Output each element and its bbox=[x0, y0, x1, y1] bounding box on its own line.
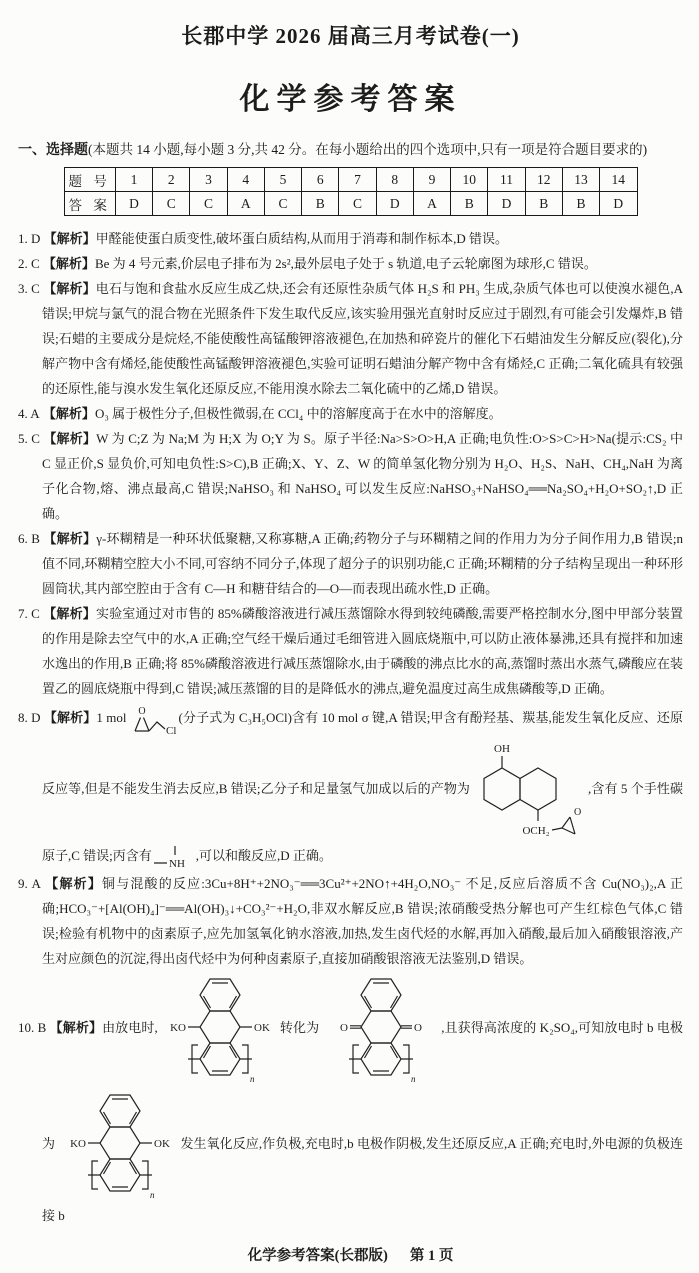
question-answer-label: 4. A bbox=[18, 406, 40, 421]
answer-cell: A bbox=[227, 192, 264, 216]
solution-text: W 为 C;Z 为 Na;M 为 H;X 为 O;Y 为 S。原子半径:Na>S>O>H,A 正确;电负性:O>S>C>H>Na(提示:CS₂ 中 C 显正价,S 显负价,可知电负性:S>C),B 正确;X、Y、Z、W 的简单氢化物分别为 H₂O、H₂S、NaH、CH₄,NaH 为离子化合物,熔、沸点最高,C 错误;NaHSO₃ 和 NaHSO₄ 可以发生反应:NaHSO₃+NaHSO₄══Na₂SO₄+H₂O+SO₂↑,D 正确。 bbox=[42, 431, 683, 521]
answer-cell: B bbox=[302, 192, 339, 216]
polymer-ko-label: KO bbox=[169, 1022, 186, 1035]
solution-text: ,可以和酸反应,D 正确。 bbox=[195, 848, 332, 863]
question-answer-label: 6. B bbox=[18, 531, 40, 546]
solution-item-8 bbox=[18, 701, 683, 871]
solutions-list bbox=[18, 226, 683, 1228]
question-number: 11 bbox=[488, 168, 525, 192]
quinone-o-left-label: O bbox=[340, 1022, 349, 1035]
answer-cell: D bbox=[115, 192, 152, 216]
question-answer-label: 5. C bbox=[18, 431, 40, 446]
analysis-marker: 【解析】 bbox=[42, 256, 95, 271]
secondary-amine-structure-icon bbox=[152, 843, 196, 871]
section-heading bbox=[18, 138, 683, 159]
anthraquinone-polymer-structure-icon bbox=[319, 971, 441, 1087]
question-answer-label: 8. D bbox=[18, 709, 41, 725]
answer-cell: C bbox=[153, 192, 190, 216]
footer-page-number: 第 1 页 bbox=[409, 1248, 454, 1265]
table-row-numbers bbox=[64, 168, 637, 192]
analysis-marker: 【解析】 bbox=[49, 1020, 103, 1035]
solution-text: 由放电时, bbox=[102, 1020, 158, 1035]
solution-text: 1 mol bbox=[96, 709, 127, 725]
amine-nh-label: NH bbox=[168, 858, 185, 871]
decalin-och2-label: OCH₂ bbox=[522, 825, 550, 837]
epoxide-o-label: O bbox=[137, 706, 146, 717]
answer-cell: D bbox=[376, 192, 413, 216]
analysis-marker: 【解析】 bbox=[43, 231, 96, 246]
row-label-number: 题 号 bbox=[64, 168, 115, 192]
decalin-epoxide-o-label: O bbox=[574, 807, 582, 818]
solution-text: ,含有 5 个手性碳原子,C 错误;丙含有 bbox=[42, 780, 683, 863]
question-answer-label: 3. C bbox=[18, 281, 40, 296]
answer-cell: A bbox=[413, 192, 450, 216]
question-number: 8 bbox=[376, 168, 413, 192]
solution-text: 电石与饱和食盐水反应生成乙炔,还会有还原性杂质气体 H₂S 和 PH₃ 生成,杂质气体也可以使溴水褪色,A 错误;甲烷与氯气的混合物在光照条件下发生取代反应,该实验用强光直射时反应过于剧烈,有可能会引发爆炸,B 错误;石蜡的主要成分是烷烃,不能使酸性高锰酸钾溶液褪色,在加热和碎瓷片的催化下石蜡油发生分解反应(裂化),分解产物中含有烯烃,能使酸性高锰酸钾溶液褪色,实验可证明石蜡油分解产物中含有烯烃,C 正确;二氧化硫具有较强的还原性,能与溴水发生氧化还原反应,不能用溴水除去二氧化硫中的乙烯,D 错误。 bbox=[42, 281, 684, 396]
page-footer bbox=[18, 1244, 683, 1265]
answer-cell: B bbox=[525, 192, 562, 216]
answer-cell: C bbox=[339, 192, 376, 216]
dipotassium-anthracenediolate-polymer-structure-icon bbox=[158, 971, 280, 1087]
solution-text: Be 为 4 号元素,价层电子排布为 2s²,最外层电子处于 s 轨道,电子云轮廓图为球形,C 错误。 bbox=[94, 256, 597, 271]
solution-text: (分子式为 C₃H₅OCl)含有 10 mol σ 键,A 错误;甲含有酚羟基、羰基,能发生氧化反应、还原反应等,但是不能发生消去反应,B 错误;乙分子和足量氢气加成以后的产物为 bbox=[42, 709, 684, 796]
solution-text: 甲醛能使蛋白质变性,破坏蛋白质结构,从而用于消毒和制作标本,D 错误。 bbox=[95, 231, 509, 246]
solution-text: 转化为 bbox=[279, 1020, 320, 1035]
polymer-n-subscript: n bbox=[249, 1074, 255, 1085]
page-title: 化学参考答案 bbox=[239, 83, 462, 116]
question-answer-label: 9. A bbox=[18, 876, 41, 892]
analysis-marker: 【解析】 bbox=[42, 406, 95, 421]
answer-cell: B bbox=[451, 192, 488, 216]
polymer-n-subscript: n bbox=[150, 1190, 155, 1201]
solution-item-7 bbox=[18, 601, 683, 701]
analysis-marker: 【解析】 bbox=[43, 281, 96, 296]
answer-cell: B bbox=[562, 192, 599, 216]
answer-cell: C bbox=[264, 192, 301, 216]
solution-item-4 bbox=[18, 401, 683, 426]
solution-text: 铜与混酸的反应:3Cu+8H⁺+2NO₃⁻══3Cu²⁺+2NO↑+4H₂O,NO₃⁻ 不足,反应后溶质不含 Cu(NO₃)₂,A 正确;HCO₃⁻+[Al(OH)₄]⁻══Al(OH)₃↓+CO₃²⁻+H₂O,非双水解反应,B 错误;浓硝酸受热分解也可产生红棕色气体,C 错误;检验有机物中的卤素原子,应先加氢氧化钠水溶液,加热,发生卤代烃的水解,再加入硝酸,最后加入硝酸银溶液,产生对应颜色的沉淀,得出卤代烃中为何种卤素原子,直接加硝酸银溶液无法鉴别,D 错误。 bbox=[42, 876, 684, 967]
decalin-oh-label: OH bbox=[494, 743, 510, 755]
decalin-diol-ether-structure-icon bbox=[470, 737, 588, 843]
solution-text: γ-环糊精是一种环状低聚糖,又称寡糖,A 正确;药物分子与环糊精之间的作用力为分子间作用力,B 错误;n 值不同,环糊精空腔大小不同,可容纳不同分子,体现了超分子的识别功能,C 正确;环糊精的分子结构呈现出一种环形圆筒状,其内部空腔由于含有 C—H 和糖苷结合的—O—而表现出疏水性,D 正确。 bbox=[42, 531, 684, 596]
answer-table bbox=[64, 167, 638, 216]
section-heading-note: (本题共 14 小题,每小题 3 分,共 42 分。在每小题给出的四个选项中,只有一项是符合题目要求的) bbox=[88, 142, 648, 157]
question-number: 14 bbox=[600, 168, 637, 192]
question-number: 12 bbox=[525, 168, 562, 192]
solution-item-9 bbox=[18, 871, 683, 971]
polymer-ok-label: OK bbox=[253, 1022, 270, 1035]
question-answer-label: 10. B bbox=[18, 1020, 47, 1035]
question-number: 6 bbox=[302, 168, 339, 192]
analysis-marker: 【解析】 bbox=[43, 431, 97, 446]
solution-text: 实验室通过对市售的 85%磷酸溶液进行减压蒸馏除水得到较纯磷酸,需要严格控制水分,图中甲部分装置的作用是除去空气中的水,A 正确;空气经干燥后通过毛细管进入圆底烧瓶中,可以防止液体暴沸,还具有搅拌和加速水逸出的作用,B 正确;将 85%磷酸溶液进行减压蒸馏除水,由于磷酸的沸点比水的高,蒸馏时蒸出水蒸气,磷酸应在装置乙的圆底烧瓶中得到,C 错误;减压蒸馏的目的是降低水的沸点,避免温度过高生成焦磷酸等,D 正确。 bbox=[42, 606, 683, 696]
solution-item-5 bbox=[18, 426, 683, 526]
analysis-marker: 【解析】 bbox=[43, 709, 97, 725]
question-number: 5 bbox=[264, 168, 301, 192]
analysis-marker: 【解析】 bbox=[45, 876, 103, 892]
quinone-o-right-label: O bbox=[414, 1022, 423, 1035]
analysis-marker: 【解析】 bbox=[43, 531, 97, 546]
solution-text: ,且获得高浓度的 K₂SO₄,可知放电时 b 电极为 bbox=[42, 1020, 683, 1151]
question-number: 10 bbox=[451, 168, 488, 192]
epoxide-chloride-structure-icon bbox=[127, 701, 179, 737]
question-number: 3 bbox=[190, 168, 227, 192]
solution-item-3 bbox=[18, 276, 683, 401]
question-number: 7 bbox=[339, 168, 376, 192]
analysis-marker: 【解析】 bbox=[43, 606, 96, 621]
answer-cell: D bbox=[488, 192, 525, 216]
solution-text: O₃ 属于极性分子,但极性微弱,在 CCl₄ 中的溶解度高于在水中的溶解度。 bbox=[94, 406, 502, 421]
exam-title: 长郡中学 2026 届高三月考试卷(一) bbox=[181, 24, 520, 48]
solution-item-1 bbox=[18, 226, 683, 251]
question-number: 4 bbox=[227, 168, 264, 192]
footer-doc-label: 化学参考答案(长郡版) bbox=[247, 1248, 388, 1265]
solution-item-10 bbox=[18, 971, 683, 1228]
question-answer-label: 7. C bbox=[18, 606, 40, 621]
question-number: 2 bbox=[153, 168, 190, 192]
polymer-n-subscript: n bbox=[411, 1074, 416, 1085]
solution-item-2 bbox=[18, 251, 683, 276]
answer-cell: D bbox=[600, 192, 637, 216]
question-answer-label: 1. D bbox=[18, 231, 41, 246]
question-answer-label: 2. C bbox=[18, 256, 40, 271]
question-number: 9 bbox=[413, 168, 450, 192]
polymer-ko-label: KO bbox=[70, 1138, 87, 1151]
answer-cell: C bbox=[190, 192, 227, 216]
epoxide-cl-label: Cl bbox=[165, 725, 176, 737]
polymer-ok-label: OK bbox=[154, 1138, 171, 1151]
question-number: 1 bbox=[115, 168, 152, 192]
dipotassium-anthracenediolate-polymer-structure-icon bbox=[58, 1087, 180, 1203]
solution-item-6 bbox=[18, 526, 683, 601]
solution-text: 发生氧化反应,作负极,充电时,b 电极作阴极,发生还原反应,A 正确;充电时,外电源的负极连接 b bbox=[42, 1136, 683, 1224]
question-number: 13 bbox=[562, 168, 599, 192]
table-row-answers bbox=[64, 192, 637, 216]
section-heading-label: 一、选择题 bbox=[18, 143, 88, 158]
row-label-answer: 答 案 bbox=[64, 192, 115, 216]
